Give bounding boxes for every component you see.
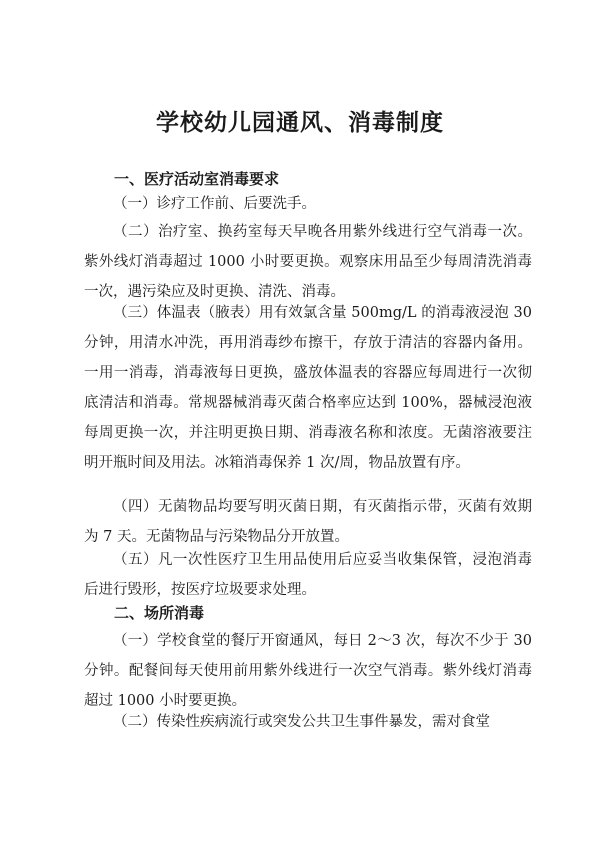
section-1-paragraph-4: （四）无菌物品均要写明灭菌日期，有灭菌指示带，灭菌有效期为 7 天。无菌物品与污染物品分开放置。 xyxy=(84,499,532,545)
section-1-paragraph-5: （五）凡一次性医疗卫生用品使用后应妥当收集保管，浸泡消毒后进行毁形，按医疗垃圾要求处理。 xyxy=(84,552,532,598)
section-2-paragraph-2: （二）传染性疾病流行或突发公共卫生事件暴发，需对食堂 xyxy=(113,714,490,730)
section-2-paragraph-1: （一）学校食堂的餐厅开窗通风，每日 2～3 次，每次不少于 30 分钟。配餐间每天使用前用紫外线进行一次空气消毒。紫外线灯消毒超过 1000 小时要更换。 xyxy=(84,633,532,709)
section-1-paragraph-2: （二）治疗室、换药室每天早晚各用紫外线进行空气消毒一次。紫外线灯消毒超过 1000 小时要更换。观察床用品至少每周清洗消毒一次，遇污染应及时更换、清洗、消毒。 xyxy=(84,224,532,300)
document-title: 学校幼儿园通风、消毒制度 xyxy=(156,110,444,136)
section-1-heading: 一、医疗活动室消毒要求 xyxy=(114,170,280,188)
section-1-paragraph-1: （一）诊疗工作前、后要洗手。 xyxy=(113,196,316,212)
section-1-paragraph-3: （三）体温表（腋表）用有效氯含量 500mg/L 的消毒液浸泡 30 分钟，用清水冲洗，再用消毒纱布擦干，存放于清洁的容器内备用。一用一消毒，消毒液每日更换，盛放体温表的容器应每周进行一次彻底清洁和消毒。常规器械消毒灭菌合格率应达到 100%，器械浸泡液每周更换一次，并注明更换日期、消毒液名称和浓度。无菌溶液要注明开瓶时间及用法。冰箱消毒保养 1 次/周，物品放置有序。 xyxy=(84,305,532,471)
section-2-heading: 二、场所消毒 xyxy=(114,604,205,622)
